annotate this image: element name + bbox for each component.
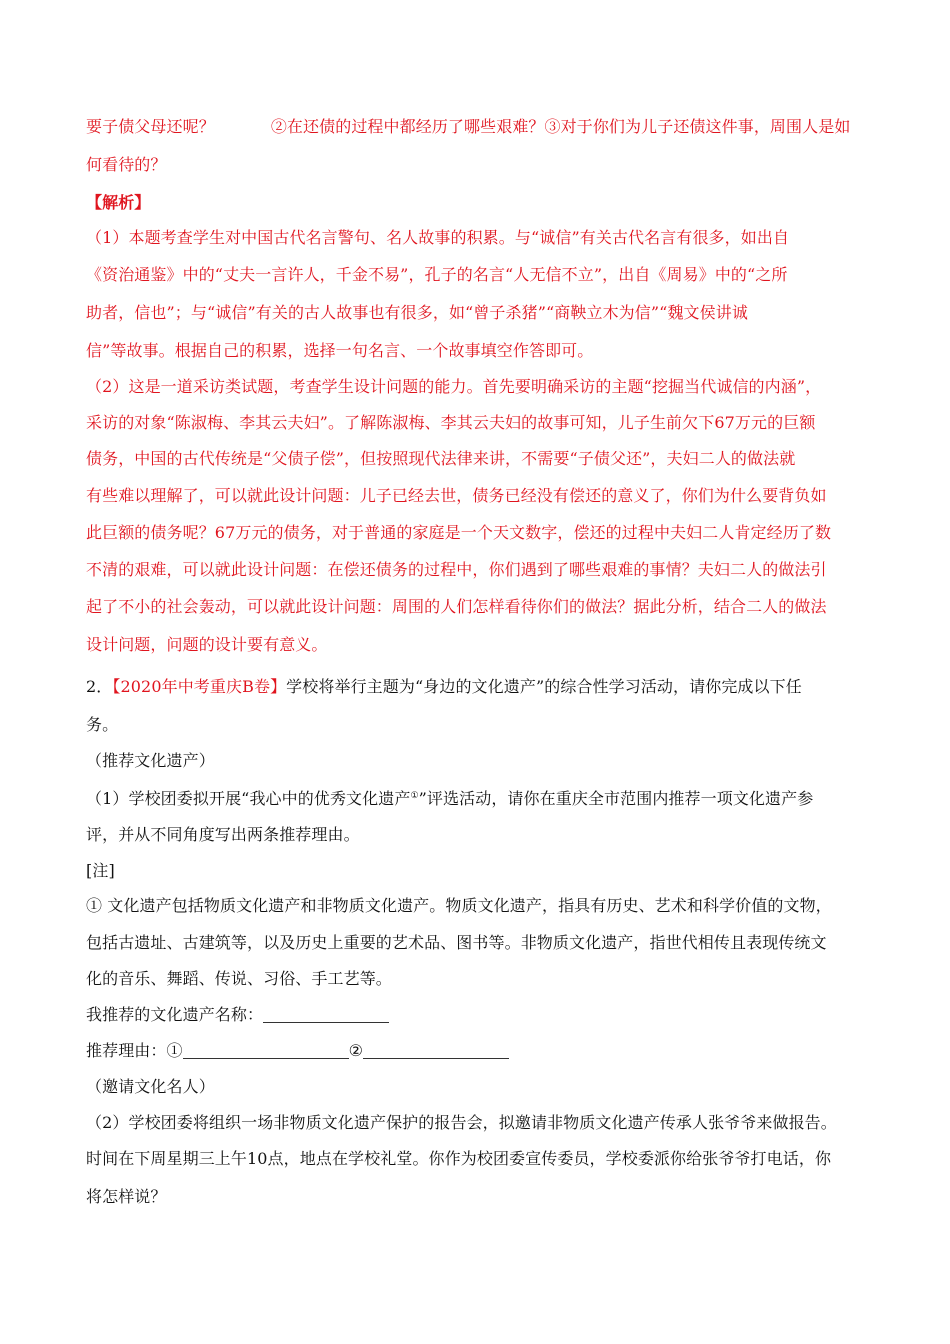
fill-name-label: 我推荐的文化遗产名称：: [86, 1005, 264, 1024]
reason-2-marker: ②: [348, 1041, 364, 1060]
section-heading-recommend: （推荐文化遗产）: [86, 751, 215, 770]
analysis-p2-line: 不清的艰难，可以就此设计问题：在偿还债务的过程中，你们遇到了哪些艰难的事情？夫妇二人的做法引: [86, 560, 827, 579]
answer-text: 要子债父母还呢？: [86, 117, 215, 136]
item-1-text: （1）学校团委拟开展“我心中的优秀文化遗产: [86, 789, 411, 808]
fill-name-line: [86, 1004, 389, 1026]
question-number: 2．: [86, 677, 113, 696]
analysis-p2-line: 债务，中国的古代传统是“父债子偿”，但按照现代法律来讲，不需要“子债父还”，夫妇二人的做法就: [86, 449, 796, 468]
analysis-p1-line: （1）本题考查学生对中国古代名言警句、名人故事的积累。与“诚信”有关古代名言有很多，如出自: [86, 228, 790, 247]
analysis-p2-line: （2）这是一道采访类试题，考查学生设计问题的能力。首先要明确采访的主题“挖掘当代诚信的内涵”，: [86, 377, 822, 396]
analysis-p2-line: 设计问题，问题的设计要有意义。: [86, 635, 328, 654]
fill-reason-line: [86, 1040, 509, 1062]
answer-blank[interactable]: [183, 1042, 349, 1059]
item-1-text: ”评选活动，请你在重庆全市范围内推荐一项文化遗产参: [418, 789, 814, 808]
item-2-line: （2）学校团委将组织一场非物质文化遗产保护的报告会，拟邀请非物质文化遗产传承人张爷爷来做报告。: [86, 1113, 837, 1132]
analysis-heading: 【解析】: [86, 193, 151, 212]
item-2-line: 时间在下周星期三上午10点，地点在学校礼堂。你作为校团委宣传委员，学校委派你给张爷爷打电话，你: [86, 1149, 832, 1168]
answer-blank[interactable]: [363, 1042, 509, 1059]
analysis-p1-line: 助者，信也”；与“诚信”有关的古人故事也有很多，如“曾子杀猪”“商鞅立木为信”“魏文侯讲诚: [86, 303, 748, 322]
analysis-p2-line: 起了不小的社会轰动，可以就此设计问题：周围的人们怎样看待你们的做法？据此分析，结合二人的做法: [86, 597, 827, 616]
answer-text: ②在还债的过程中都经历了哪些艰难？③对于你们为儿子还债这件事，周围人是如: [270, 117, 851, 136]
analysis-p1-line: 《资治通鉴》中的“丈夫一言许人，千金不易”，孔子的名言“人无信不立”，出自《周易》中的“之所: [86, 265, 788, 284]
analysis-p2-line: 有些难以理解了，可以就此设计问题：儿子已经去世，债务已经没有偿还的意义了，你们为什么要背负如: [86, 486, 827, 505]
analysis-p2-line: 采访的对象“陈淑梅、李其云夫妇”。了解陈淑梅、李其云夫妇的故事可知，儿子生前欠下67万元的巨额: [86, 413, 816, 432]
item-1-line2: 评，并从不同角度写出两条推荐理由。: [86, 825, 360, 844]
item-1-line: [86, 788, 813, 810]
section-heading-invite: （邀请文化名人）: [86, 1077, 215, 1096]
item-2-line: 将怎样说？: [86, 1187, 167, 1206]
answer-line: [86, 116, 850, 138]
footnote-marker: ①: [410, 791, 419, 801]
note-label: [注]: [86, 861, 115, 880]
question-2-intro-line2: 务。: [86, 715, 119, 734]
note-line: 包括古遗址、古建筑等，以及历史上重要的艺术品、图书等。非物质文化遗产，指世代相传且表现传统文: [86, 933, 827, 952]
analysis-p1-line: 信”等故事。根据自己的积累，选择一句名言、一个故事填空作答即可。: [86, 341, 594, 360]
analysis-p2-line: 此巨额的债务呢？67万元的债务，对于普通的家庭是一个天文数字，偿还的过程中夫妇二人肯定经历了数: [86, 523, 832, 542]
note-line: 化的音乐、舞蹈、传说、习俗、手工艺等。: [86, 969, 392, 988]
answer-blank[interactable]: [263, 1006, 389, 1023]
fill-reason-label: 推荐理由：①: [86, 1041, 183, 1060]
source-tag: 【2020年中考重庆B卷】: [112, 677, 287, 696]
answer-line: 何看待的？: [86, 155, 167, 174]
question-text: 学校将举行主题为“身边的文化遗产”的综合性学习活动，请你完成以下任: [286, 677, 802, 696]
question-2-intro: [86, 676, 802, 698]
note-line: ① 文化遗产包括物质文化遗产和非物质文化遗产。物质文化遗产，指具有历史、艺术和科学价值的文物，: [86, 896, 832, 915]
